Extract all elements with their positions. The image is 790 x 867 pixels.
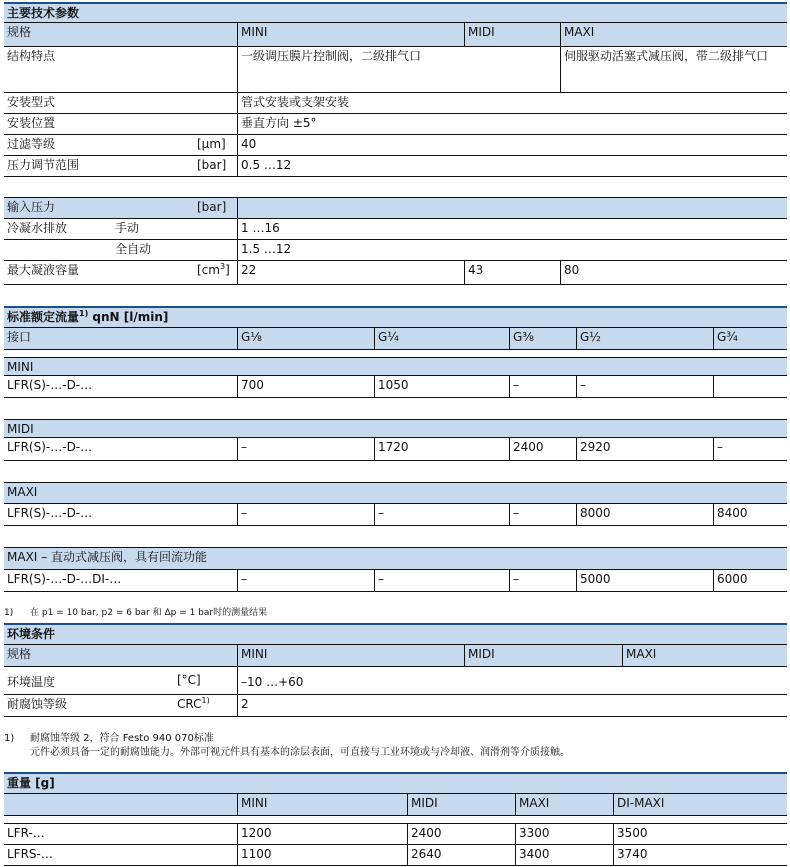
manual-label: 手动: [115, 221, 140, 235]
install-type-row: [4, 93, 787, 114]
flow-title-row: [4, 308, 787, 328]
env-temp-row: [4, 667, 787, 695]
maxi-flow-row: [4, 504, 787, 526]
structure-maxi: 伺服驱动活塞式减压阀，带二级排气口: [560, 47, 787, 92]
midi-g12: 2920: [576, 438, 713, 460]
drain-manual-row: [4, 219, 787, 240]
corrosion-value: 2: [237, 695, 787, 716]
env-corrosion-row: [4, 695, 787, 717]
filter-value: 40: [237, 135, 787, 155]
flow-title: 标准额定流量$^{1)}$ qnN [l/min]: [7, 309, 169, 324]
maxi-g34: 8400: [713, 504, 787, 525]
pressure-range-value: 0.5 …12: [237, 156, 787, 176]
maxi-group-row: [4, 483, 787, 504]
spec-label: 规格: [7, 25, 32, 39]
flow-port-row: [4, 328, 787, 350]
mini-g34: [713, 376, 787, 397]
midi-g38: 2400: [509, 438, 576, 460]
mini-group-row: [4, 358, 787, 376]
maxi-di-g12: 5000: [576, 570, 713, 591]
maxi-di-g34: 6000: [713, 570, 787, 591]
weight-col-midi: MIDI: [407, 794, 515, 815]
corrosion-unit: CRC$^{1)}$: [177, 696, 210, 711]
mini-flow-row: [4, 376, 787, 398]
capacity-maxi: 80: [560, 261, 787, 284]
flow-rate-table: [4, 306, 787, 592]
corrosion-label: 耐腐蚀等级: [7, 697, 68, 711]
weight-model: LFRS-…: [7, 847, 53, 861]
temp-unit: [°C]: [177, 673, 201, 687]
spacer-row: [4, 398, 787, 420]
footnote-marker: 1): [4, 733, 15, 744]
midi-group-label: MIDI: [7, 422, 34, 436]
pressure-range-row: [4, 156, 787, 177]
temp-label: 环境温度: [7, 675, 56, 689]
midi-g18: –: [237, 438, 374, 460]
install-type-label: 安装型式: [7, 95, 56, 109]
mini-model: LFR(S)-…-D-…: [7, 378, 93, 392]
weight-table: [4, 772, 787, 866]
filter-unit: [µm]: [197, 137, 226, 151]
maxi-di-g38: –: [509, 570, 576, 591]
auto-label: 全自动: [115, 242, 152, 256]
spacer-row: [4, 461, 787, 483]
weight-col-di-maxi: DI-MAXI: [613, 794, 787, 815]
weight-mini: 1100: [237, 845, 407, 865]
env-title: 环境条件: [7, 627, 56, 641]
weight-midi: 2640: [407, 845, 515, 865]
input-pressure-value: [237, 198, 787, 218]
mini-g12: –: [576, 376, 713, 397]
spacer-row: [4, 350, 787, 358]
midi-g14: 1720: [374, 438, 509, 460]
input-pressure-unit: [bar]: [197, 200, 227, 214]
structure-row: [4, 47, 787, 93]
env-col-midi: MIDI: [464, 645, 622, 666]
mini-g18: 700: [237, 376, 374, 397]
structure-label: 结构特点: [7, 49, 56, 63]
maxi-model: LFR(S)-…-D-…: [7, 506, 93, 520]
weight-col-maxi: MAXI: [515, 794, 613, 815]
weight-row-lfr: [4, 824, 787, 845]
filter-label: 过滤等级: [7, 137, 56, 151]
maxi-g38: –: [509, 504, 576, 525]
drain-auto-row: [4, 240, 787, 261]
weight-midi: 2400: [407, 824, 515, 844]
tech-spec-row: [4, 23, 787, 47]
input-pressure-label: 输入压力: [7, 200, 56, 214]
maxi-g14: –: [374, 504, 509, 525]
tech-title: 主要技术参数: [7, 6, 80, 20]
footnote-marker: 1): [4, 608, 14, 618]
midi-g34: –: [713, 438, 787, 460]
weight-di-maxi: 3740: [613, 845, 787, 865]
weight-mini: 1200: [237, 824, 407, 844]
weight-model: LFR-…: [7, 826, 45, 840]
midi-flow-row: [4, 438, 787, 461]
pressure-range-label: 压力调节范围: [7, 158, 80, 172]
col-midi: MIDI: [464, 23, 560, 46]
weight-maxi: 3400: [515, 845, 613, 865]
maxi-di-model: LFR(S)-…-D-…DI-…: [7, 572, 122, 586]
tech-params-table: [4, 2, 787, 287]
weight-di-maxi: 3500: [613, 824, 787, 844]
env-footnote: [4, 732, 570, 760]
footnote-line2: 元件必须具备一定的耐腐蚀能力。外部可视元件具有基本的涂层表面，可直接与工业环境或与冷却液、润滑剂等介质接触。: [30, 747, 570, 758]
capacity-row: [4, 261, 787, 285]
midi-model: LFR(S)-…-D-…: [7, 440, 93, 454]
auto-value: 1.5 …12: [237, 240, 787, 260]
maxi-g18: –: [237, 504, 374, 525]
port-g14: G¼: [374, 328, 509, 349]
port-g12: G½: [576, 328, 713, 349]
capacity-unit: $[cm^3]$: [197, 262, 230, 277]
weight-row-lfrs: [4, 845, 787, 866]
port-g34: G¾: [713, 328, 787, 349]
col-mini: MINI: [237, 23, 464, 46]
env-spec-label: 规格: [7, 647, 32, 661]
install-type-value: 管式安装或支架安装: [237, 93, 787, 113]
env-spec-row: [4, 645, 787, 667]
port-g18: G⅛: [237, 328, 374, 349]
footnote-text: 在 p1 = 10 bar, p2 = 6 bar 和 Δp = 1 bar时的测量结果: [30, 608, 268, 618]
maxi-group-label: MAXI: [7, 485, 38, 499]
weight-title-row: [4, 774, 787, 794]
blank-row: [4, 177, 787, 198]
maxi-g12: 8000: [576, 504, 713, 525]
maxi-di-group-label: MAXI – 直动式减压阀，具有回流功能: [7, 550, 207, 564]
install-pos-value: 垂直方向 ±5°: [237, 114, 787, 134]
spacer-row: [4, 526, 787, 548]
env-title-row: [4, 625, 787, 645]
maxi-di-group-row: [4, 548, 787, 570]
weight-model-header: [4, 794, 237, 815]
footnote-line1: 耐腐蚀等级 2，符合 Festo 940 070标准: [30, 733, 214, 744]
weight-maxi: 3300: [515, 824, 613, 844]
maxi-di-flow-row: [4, 570, 787, 592]
maxi-di-g14: –: [374, 570, 509, 591]
manual-value: 1 …16: [237, 219, 787, 239]
capacity-label: 最大凝液容量: [7, 263, 80, 277]
mini-g38: –: [509, 376, 576, 397]
capacity-midi: 43: [464, 261, 560, 284]
install-pos-row: [4, 114, 787, 135]
midi-group-row: [4, 420, 787, 438]
pressure-range-unit: [bar]: [197, 158, 227, 172]
environment-table: [4, 623, 787, 717]
mini-g14: 1050: [374, 376, 509, 397]
col-maxi: MAXI: [560, 23, 787, 46]
env-col-mini: MINI: [237, 645, 464, 666]
drain-label: 冷凝水排放: [7, 221, 68, 235]
structure-mini-midi: 一级调压膜片控制阀，二级排气口: [237, 47, 560, 92]
port-label: 接口: [7, 330, 32, 344]
weight-header-row: [4, 794, 787, 816]
capacity-mini: 22: [237, 261, 464, 284]
filter-row: [4, 135, 787, 156]
weight-title: 重量 [g]: [7, 776, 55, 790]
flow-footnote: [4, 606, 267, 620]
install-pos-label: 安装位置: [7, 116, 56, 130]
weight-col-mini: MINI: [237, 794, 407, 815]
port-g38: G⅜: [509, 328, 576, 349]
maxi-di-g18: –: [237, 570, 374, 591]
temp-value: –10 …+60: [237, 667, 787, 694]
spacer-row: [4, 816, 787, 824]
mini-group-label: MINI: [7, 360, 34, 374]
tech-title-row: [4, 4, 787, 23]
env-col-maxi: MAXI: [622, 645, 787, 666]
input-pressure-row: [4, 198, 787, 219]
